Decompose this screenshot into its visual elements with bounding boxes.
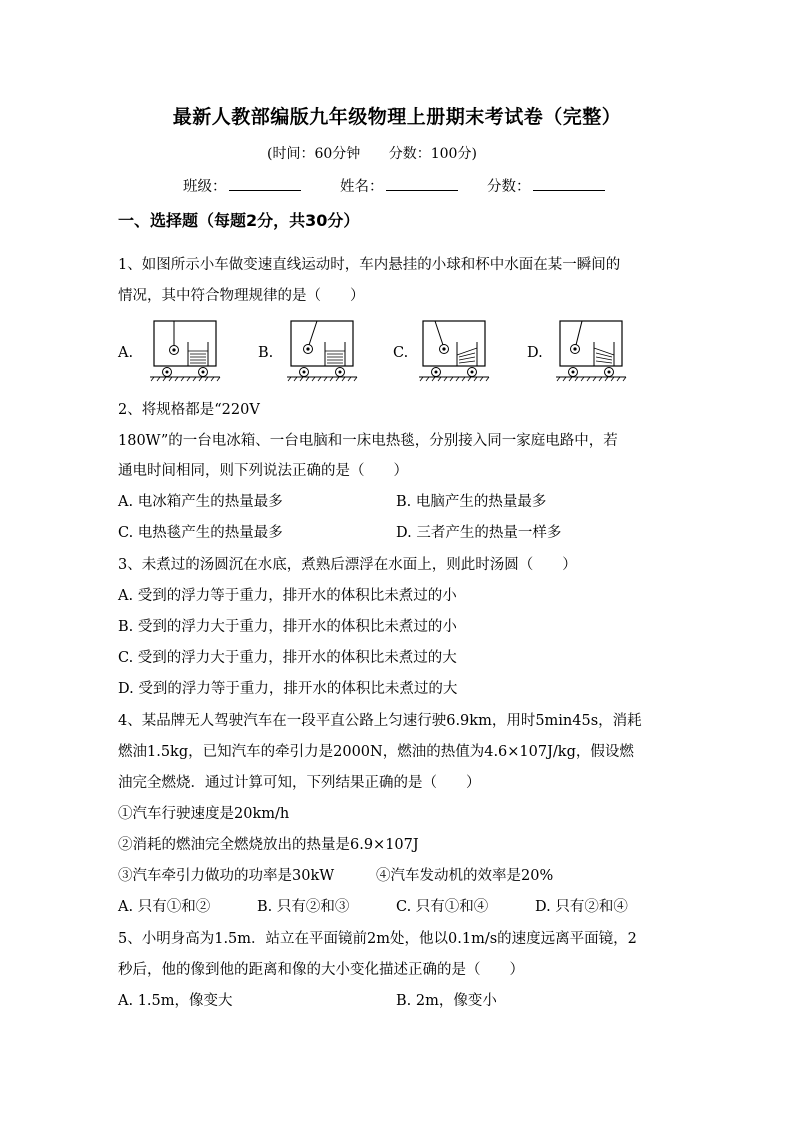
q3-option-a: A. 受到的浮力等于重力，排开水的体积比未煮过的小 xyxy=(118,588,457,604)
q4-option-d: D. 只有②和④ xyxy=(535,899,628,915)
q2-stem-line3: 通电时间相同，则下列说法正确的是（ ） xyxy=(118,463,408,479)
class-field xyxy=(183,176,301,197)
q4-statement-4: ④汽车发动机的效率是20% xyxy=(376,868,554,884)
q2-option-d: D. 三者产生的热量一样多 xyxy=(396,525,562,541)
score-label: 分数： xyxy=(487,179,531,195)
q5-stem-line1: 5、小明身高为1.5m．站立在平面镜前2m处，他以0.1m/s的速度远离平面镜，2 xyxy=(118,931,637,947)
q4-option-a: A. 只有①和② xyxy=(118,899,211,915)
total-score: 分数：100分) xyxy=(388,146,477,162)
q4-option-c: C. 只有①和④ xyxy=(396,899,489,915)
q4-statement-3: ③汽车牵引力做功的功率是30kW xyxy=(118,868,335,884)
q4-stem-line2: 燃油1.5kg，已知汽车的牵引力是2000N，燃油的热值为4.6×107J/kg，假设燃 xyxy=(118,744,634,760)
q1-cart-diagram-a xyxy=(150,320,220,382)
q5-option-b: B. 2m，像变小 xyxy=(396,993,497,1009)
class-label: 班级： xyxy=(183,179,227,195)
q5-stem-line2: 秒后，他的像到他的距离和像的大小变化描述正确的是（ ） xyxy=(118,962,524,978)
exam-subtitle xyxy=(267,144,477,164)
q3-option-d: D. 受到的浮力等于重力，排开水的体积比未煮过的大 xyxy=(118,681,458,697)
q2-option-c: C. 电热毯产生的热量最多 xyxy=(118,525,283,541)
q1-cart-diagram-b xyxy=(287,320,357,382)
q1-stem-line1: 1、如图所示小车做变速直线运动时，车内悬挂的小球和杯中水面在某一瞬间的 xyxy=(118,257,621,273)
q1-cart-diagram-c xyxy=(419,320,489,382)
exam-title: 最新人教部编版九年级物理上册期末考试卷（完整） xyxy=(172,106,622,128)
q3-option-c: C. 受到的浮力大于重力，排开水的体积比未煮过的大 xyxy=(118,650,457,666)
q1-figure-label-d: D. xyxy=(527,345,543,361)
q4-stem-line1: 4、某品牌无人驾驶汽车在一段平直公路上匀速行驶6.9km，用时5min45s，消耗 xyxy=(118,713,642,729)
name-field xyxy=(340,176,458,197)
q3-stem: 3、未煮过的汤圆沉在水底，煮熟后漂浮在水面上，则此时汤圆（ ） xyxy=(118,557,577,573)
section-heading: 一、选择题（每题2分，共30分） xyxy=(118,211,360,230)
q4-statement-1: ①汽车行驶速度是20km/h xyxy=(118,806,290,822)
q2-stem-line1: 2、将规格都是“220V xyxy=(118,402,260,418)
q2-option-b: B. 电脑产生的热量最多 xyxy=(396,494,547,510)
q4-stem-line3: 油完全燃烧．通过计算可知，下列结果正确的是（ ） xyxy=(118,775,481,791)
q1-stem-line2: 情况，其中符合物理规律的是（ ） xyxy=(118,288,365,304)
class-blank xyxy=(229,176,301,191)
q3-option-b: B. 受到的浮力大于重力，排开水的体积比未煮过的小 xyxy=(118,619,457,635)
q1-figure-label-a: A. xyxy=(118,345,134,361)
time-limit: (时间：60分钟 xyxy=(267,146,361,162)
q1-figure-label-c: C. xyxy=(393,345,409,361)
name-blank xyxy=(386,176,458,191)
q1-cart-diagram-d xyxy=(556,320,626,382)
q2-option-a: A. 电冰箱产生的热量最多 xyxy=(118,494,283,510)
score-blank xyxy=(533,176,605,191)
q4-statement-2: ②消耗的燃油完全燃烧放出的热量是6.9×107J xyxy=(118,837,419,853)
q1-figure-label-b: B. xyxy=(258,345,274,361)
name-label: 姓名： xyxy=(340,179,384,195)
score-field xyxy=(487,176,605,197)
q2-stem-line2: 180W”的一台电冰箱、一台电脑和一床电热毯，分别接入同一家庭电路中，若 xyxy=(118,433,618,449)
q4-option-b: B. 只有②和③ xyxy=(257,899,350,915)
q5-option-a: A. 1.5m，像变大 xyxy=(118,993,233,1009)
